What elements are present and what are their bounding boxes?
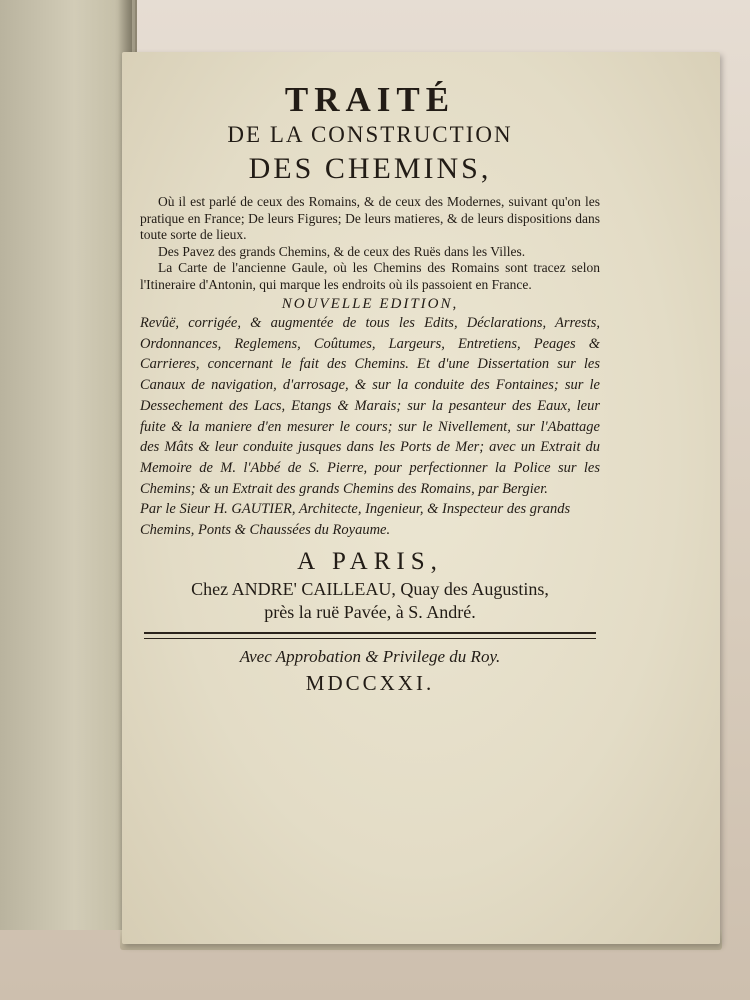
subject-paragraph-3: La Carte de l'ancienne Gaule, où les Chemins des Romains sont tracez selon l'Itineraire d'Antonin, qui marque les endroits où ils passoient en France. [140,260,600,292]
imprint-publisher: Chez ANDRE' CAILLEAU, Quay des Augustins, [191,579,549,600]
imprint-divider [144,632,596,639]
imprint-city: A PARIS, [297,548,443,576]
approbation-line: Avec Approbation & Privilege du Roy. [239,647,501,667]
left-facing-page [0,0,137,930]
imprint-address: près la ruë Pavée, à S. André. [264,602,476,623]
title-line-1: TRAITÉ [284,80,456,119]
author-line: Par le Sieur H. GAUTIER, Architecte, Ingenieur, & Inspecteur des grands Chemins, Ponts & Chaussées du Royaume. [140,501,571,538]
subject-paragraph-1: Où il est parlé de ceux des Romains, & de ceux des Modernes, suivant qu'on les pratique en France; De leurs Figures; De leurs matieres, & de leurs dispositions dans toute sorte de lieux. [140,194,600,242]
publication-year: MDCCXXI. [305,671,435,696]
subject-paragraph-2: Des Pavez des grands Chemins, & de ceux des Ruës dans les Villes. [158,243,526,259]
edition-heading: NOUVELLE EDITION, [281,296,459,312]
title-line-2: DE LA CONSTRUCTION [227,122,513,147]
title-page-text [140,80,600,697]
title-line-3: DES CHEMINS, [248,152,492,185]
edition-description: Revûë, corrigée, & augmentée de tous les Edits, Déclarations, Arrests, Ordonnances, Reglemens, Coûtumes, Largeurs, Entretiens, Peages & Carrieres, concernant le fait des Chemins. Et d'une Dissertation sur les Canaux de navigation, d'arrosage, & sur la conduite des Fontaines; sur le Dessechement des Lacs, Etangs & Marais; sur la pesanteur des Eaux, leur fuite & la maniere d'en mesurer le cours; sur le Nivellement, sur l'Abattage des Mâts & leur conduite jusques dans les Ports de Mer; avec un Extrait du Memoire de M. l'Abbé de S. Pierre, pour perfectionner la Police sur les Chemins; & un Extrait des grands Chemins des Romains, par Bergier. [140,315,600,497]
